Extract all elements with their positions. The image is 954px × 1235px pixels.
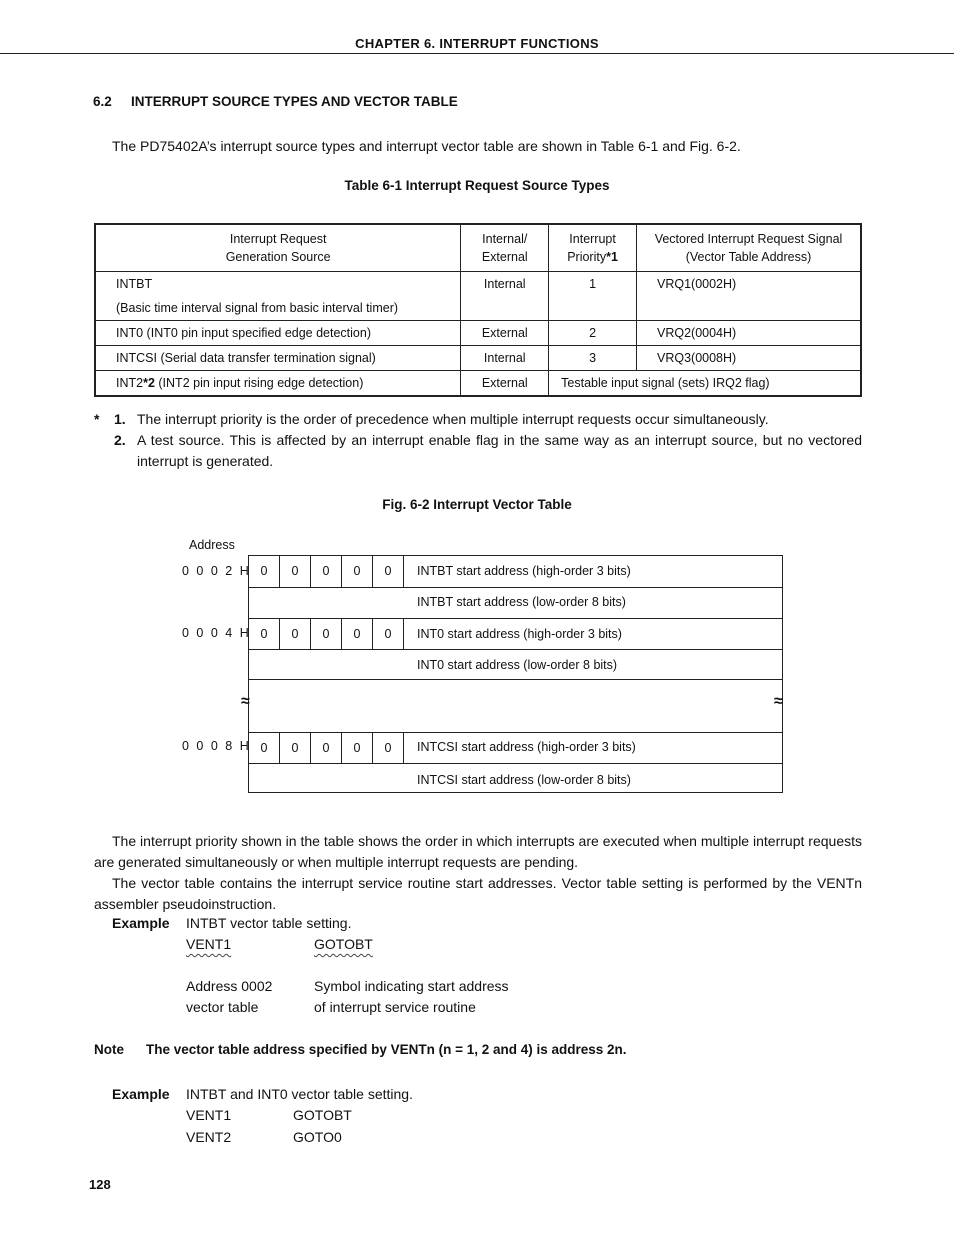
cell-signal: VRQ1(0002H)	[637, 272, 862, 321]
page-number: 128	[89, 1177, 111, 1192]
interrupt-source-table	[94, 223, 862, 397]
table-header-row	[95, 224, 861, 272]
example1-desc-vector: vector table	[186, 999, 259, 1015]
example1-title: INTBT vector table setting.	[186, 915, 352, 931]
cell-type: Internal	[461, 346, 549, 371]
example2-code-line: VENT1	[186, 1107, 232, 1123]
table-row	[95, 321, 861, 346]
chapter-header: CHAPTER 6. INTERRUPT FUNCTIONS	[355, 36, 599, 51]
address-0008: 0 0 0 8 H	[182, 739, 251, 753]
break-squiggle-right: ≈	[774, 693, 783, 710]
example1-desc-address: Address 0002	[186, 978, 273, 994]
footnote-star: *	[94, 411, 100, 427]
bit-cell: 0	[311, 556, 342, 587]
address-0002: 0 0 0 2 H	[182, 564, 251, 578]
section-heading: INTERRUPT SOURCE TYPES AND VECTOR TABLE	[131, 94, 458, 109]
intcsi-low-desc: INTCSI start address (low-order 8 bits)	[417, 773, 631, 787]
bit-cell: 0	[311, 619, 342, 650]
bit-cell: 0	[342, 733, 373, 764]
cell-source: INT0 (INT0 pin input specified edge detection)	[95, 321, 461, 346]
bit-cell: 0	[373, 619, 404, 650]
section-title	[93, 94, 458, 109]
note-label: Note	[94, 1042, 124, 1057]
bit-cell: 0	[249, 733, 280, 764]
header-internal-external: Internal/ External	[461, 224, 549, 272]
cell-priority: 1	[549, 272, 637, 321]
address-label: Address	[189, 538, 235, 552]
cell-priority: 3	[549, 346, 637, 371]
cell-source: INTCSI (Serial data transfer termination signal)	[95, 346, 461, 371]
priority-paragraph: The interrupt priority shown in the table shows the order in which interrupts are executed when multiple interrupt requests are generated simultaneously or when multiple interrupt requests are pending.	[94, 833, 862, 870]
intbt-low-desc: INTBT start address (low-order 8 bits)	[417, 595, 626, 609]
example2-code-line: GOTO0	[293, 1129, 342, 1145]
intro-paragraph: The PD75402A’s interrupt source types and interrupt vector table are shown in Table 6-1 and Fig. 6-2.	[112, 138, 741, 154]
int0-low-desc: INT0 start address (low-order 8 bits)	[417, 658, 618, 672]
table-footnotes	[94, 409, 862, 472]
cell-signal: Testable input signal (sets) IRQ2 flag)	[549, 371, 861, 397]
example2-label: Example	[112, 1086, 170, 1102]
example1-desc-symbol: Symbol indicating start address	[314, 978, 509, 994]
figure-caption: Fig. 6-2 Interrupt Vector Table	[382, 497, 572, 512]
row-divider	[249, 763, 782, 764]
bit-cell: 0	[280, 556, 311, 587]
example2-title: INTBT and INT0 vector table setting.	[186, 1086, 413, 1102]
bit-cell: 0	[342, 556, 373, 587]
cell-type: Internal	[461, 272, 549, 321]
bit-cell: 0	[249, 619, 280, 650]
intbt-high-desc: INTBT start address (high-order 3 bits)	[417, 564, 631, 578]
break-squiggle-left: ≈	[241, 693, 250, 710]
address-0004: 0 0 0 4 H	[182, 626, 251, 640]
example1-code-goto: GOTOBT	[314, 936, 373, 952]
bit-cell: 0	[373, 556, 404, 587]
header-source: Interrupt Request Generation Source	[95, 224, 461, 272]
footnote-2: 2. A test source. This is affected by an interrupt enable flag in the same way as an interrupt source, but no vectored interrupt is generated.	[114, 432, 862, 469]
example1-code-vent: VENT1	[186, 936, 232, 952]
cell-source: INT2*2 (INT2 pin input rising edge detection)	[95, 371, 461, 397]
row-divider	[249, 649, 782, 650]
vector-table-diagram	[248, 555, 783, 793]
table-row	[95, 272, 861, 321]
note-text: The vector table address specified by VENTn (n = 1, 2 and 4) is address 2n.	[146, 1042, 627, 1057]
example2-code-line: GOTOBT	[293, 1107, 352, 1123]
cell-signal: VRQ2(0004H)	[637, 321, 862, 346]
cell-source: INTBT (Basic time interval signal from basic interval timer)	[95, 272, 461, 321]
header-priority: Interrupt Priority*1	[549, 224, 637, 272]
bit-cell: 0	[280, 619, 311, 650]
cell-type: External	[461, 371, 549, 397]
note	[94, 1042, 627, 1057]
bit-cell: 0	[249, 556, 280, 587]
table-row	[95, 371, 861, 397]
footnote-1: * 1. The interrupt priority is the order of precedence when multiple interrupt requests occur simultaneously.	[94, 409, 862, 430]
int0-high-desc: INT0 start address (high-order 3 bits)	[417, 627, 622, 641]
header-rule	[0, 53, 954, 54]
cell-signal: VRQ3(0008H)	[637, 346, 862, 371]
row-divider	[249, 587, 782, 588]
header-signal: Vectored Interrupt Request Signal (Vector Table Address)	[637, 224, 862, 272]
cell-type: External	[461, 321, 549, 346]
example1-label: Example	[112, 915, 170, 931]
row-divider	[249, 679, 782, 680]
example1-desc-routine: of interrupt service routine	[314, 999, 476, 1015]
example2-code-line: VENT2	[186, 1129, 232, 1145]
bit-cell: 0	[342, 619, 373, 650]
section-number: 6.2	[93, 94, 112, 109]
intcsi-high-desc: INTCSI start address (high-order 3 bits)	[417, 740, 636, 754]
table-row	[95, 346, 861, 371]
bit-cell: 0	[373, 733, 404, 764]
bit-cell: 0	[311, 733, 342, 764]
cell-priority: 2	[549, 321, 637, 346]
table-caption: Table 6-1 Interrupt Request Source Types	[344, 178, 610, 193]
vector-table-paragraph: The vector table contains the interrupt service routine start addresses. Vector table setting is performed by the VENTn assembler pseudoinstruction.	[94, 875, 862, 912]
bit-cell: 0	[280, 733, 311, 764]
